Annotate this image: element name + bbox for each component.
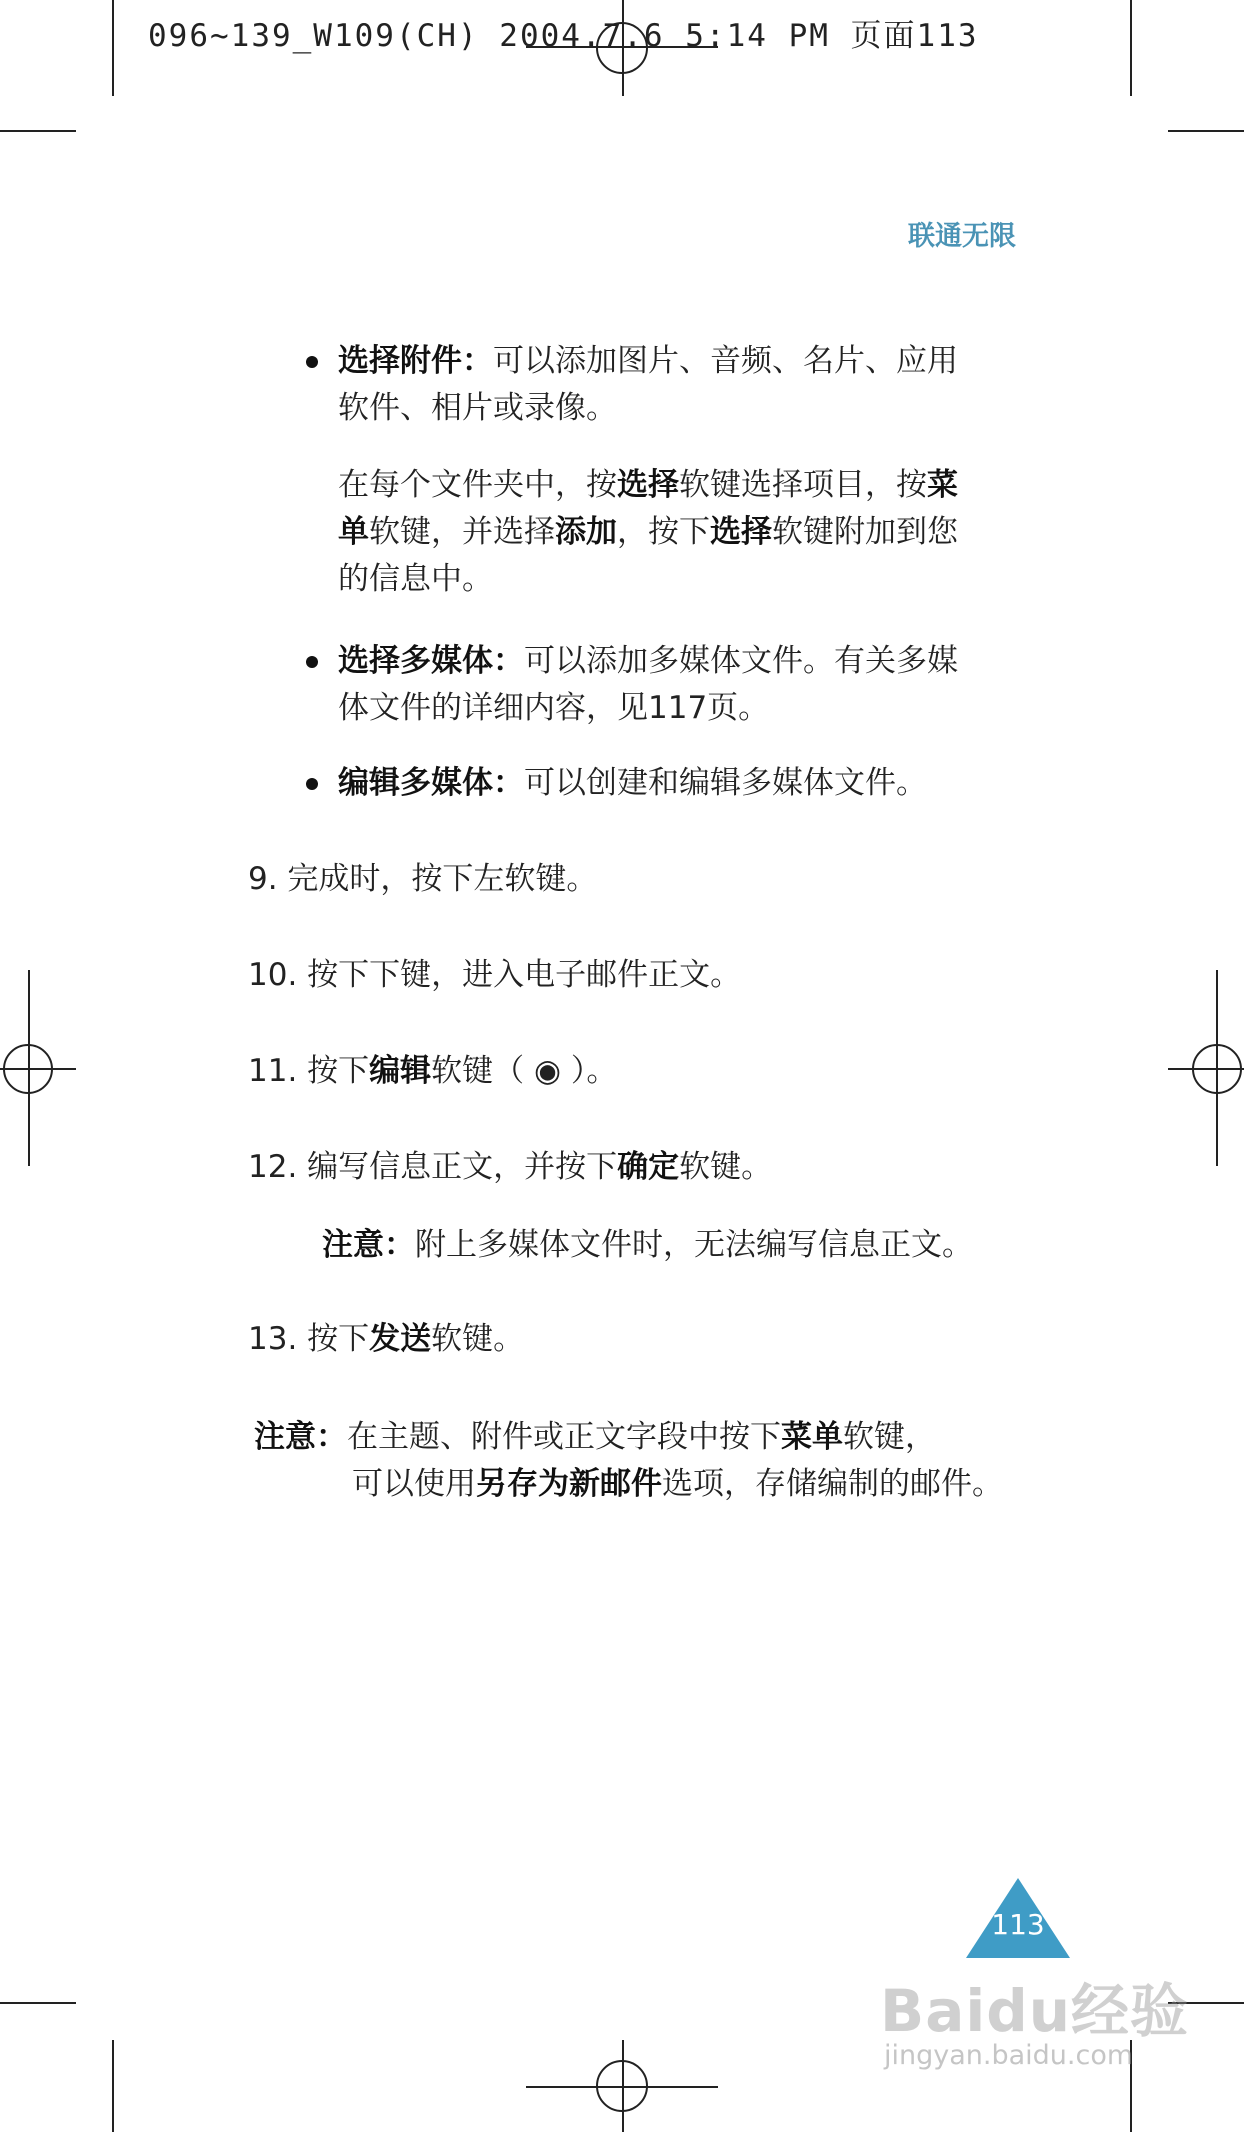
text-run: 的信息中。 [338,561,493,597]
crop-mark-top-left-horizontal [0,130,76,132]
section-label: 联通无限 [908,221,1016,252]
text-run: 13. 按下 [248,1321,370,1357]
bullet-multimedia-line-2 [338,685,769,732]
registration-mark-left-circle [3,1044,53,1094]
text-run: 可以添加多媒体文件。有关多媒 [524,643,958,679]
text-run: 可以使用 [352,1466,476,1502]
final-note-line-1 [254,1414,936,1461]
text-run: 软键， [843,1419,936,1455]
text-run: 软键（ [431,1053,535,1089]
step-10 [248,952,741,999]
text-run: 选项，存储编制的邮件。 [662,1466,1003,1502]
final-note-line-2 [352,1461,1003,1508]
bold-text-run: 编辑多媒体： [338,765,524,801]
step-13 [248,1316,524,1363]
bold-text-run: 菜 [927,467,958,503]
step-12 [248,1144,772,1191]
text-run: 可以添加图片、音频、名片、应用 [493,343,958,379]
text-run: 软键，并选择 [369,514,555,550]
attachment-detail-line-3 [338,556,493,603]
bullet-multimedia-line-1 [338,638,958,685]
text-run: ，按下 [617,514,710,550]
bold-text-run: 注意： [322,1227,415,1263]
crop-mark-top-right-vertical [1130,0,1132,96]
text-run: ）。 [561,1053,618,1089]
attachment-detail-line-1 [338,462,958,509]
bold-text-run: 选择 [617,467,679,503]
bullet-attachment-line-2 [338,385,617,432]
bold-text-run: 确定 [617,1149,680,1185]
attachment-detail-line-2 [338,509,958,556]
text-run: 在每个文件夹中，按 [338,467,617,503]
bold-text-run: 选择多媒体： [338,643,524,679]
bold-text-run: 注意： [254,1419,347,1455]
text-run: 体文件的详细内容，见117页。 [338,690,770,726]
text-run: 软键附加到您 [772,514,958,550]
text-run: 在主题、附件或正文字段中按下 [347,1419,781,1455]
bullet-dot [306,656,318,668]
crop-mark-bottom-left-horizontal [0,2002,76,2004]
baidu-watermark: Baidu经验 [880,1977,1190,2045]
step-12-note [322,1222,973,1269]
bold-text-run: 菜单 [781,1419,843,1455]
text-run: 软键。 [679,1149,773,1185]
bold-text-run: 选择 [710,514,772,550]
crop-mark-top-right-horizontal [1168,130,1244,132]
text-run: 附上多媒体文件时，无法编写信息正文。 [415,1227,973,1263]
text-run: ◉ [534,1053,562,1089]
text-run: 软件、相片或录像。 [338,390,617,426]
registration-mark-bottom-circle [596,2060,648,2112]
bold-text-run: 编辑 [369,1053,432,1089]
text-run: 可以创建和编辑多媒体文件。 [524,765,927,801]
crop-mark-bottom-left-vertical [112,2040,114,2132]
crop-mark-top-left-vertical [112,0,114,96]
baidu-watermark-url: jingyan.baidu.com [884,2040,1134,2071]
bullet-edit-multimedia-line-1 [338,760,927,807]
bold-text-run: 添加 [555,514,617,550]
registration-mark-right-circle [1192,1044,1242,1094]
bold-text-run: 单 [338,514,369,550]
text-run: 9. 完成时，按下左软键。 [248,861,598,897]
bullet-attachment-line-1 [338,338,958,385]
text-run: 11. 按下 [248,1053,370,1089]
bullet-dot [306,356,318,368]
bold-text-run: 选择附件： [338,343,493,379]
step-11 [248,1048,617,1095]
text-run: 软键选择项目，按 [679,467,927,503]
print-slug-header: 096~139_W109(CH) 2004.7.6 5:14 PM 页面113 [148,18,979,54]
text-run: 12. 编写信息正文，并按下 [248,1149,618,1185]
text-run: 软键。 [431,1321,525,1357]
step-9 [248,856,597,903]
bullet-dot [306,778,318,790]
text-run: 10. 按下下键，进入电子邮件正文。 [248,957,742,993]
bold-text-run: 发送 [369,1321,432,1357]
page-number: 113 [991,1908,1045,1941]
bold-text-run: 另存为新邮件 [476,1466,662,1502]
